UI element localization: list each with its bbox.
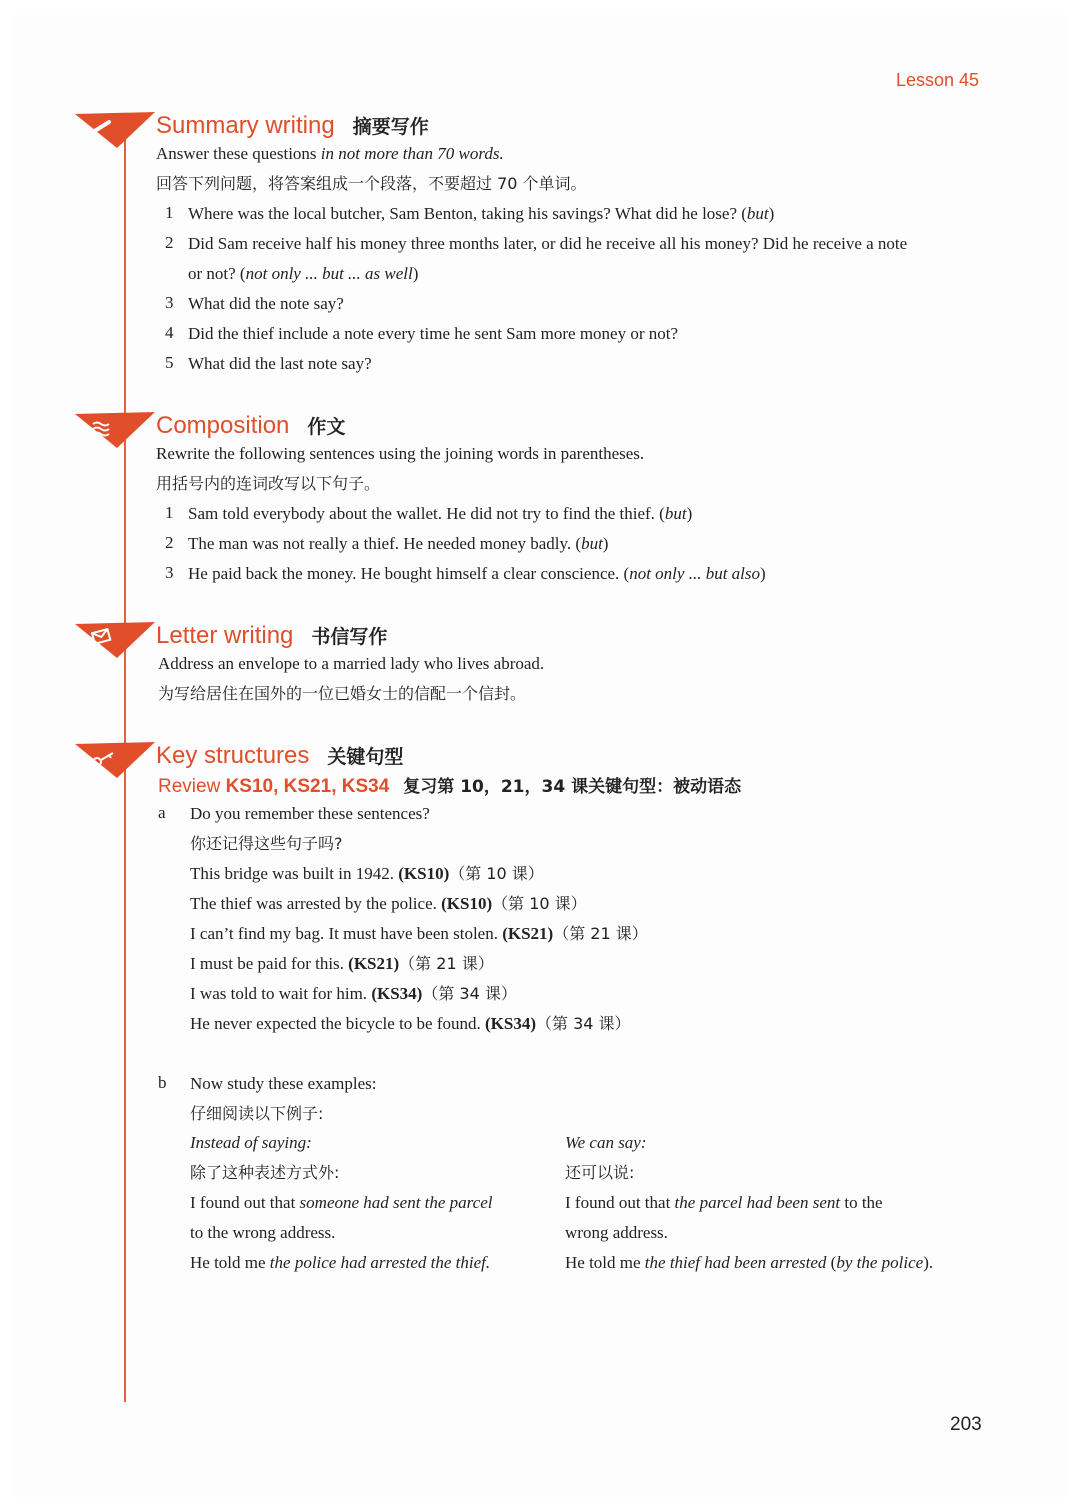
question-number: 5 [165, 353, 174, 372]
question-text: What did the note say? [188, 294, 344, 313]
composition-item [188, 533, 608, 555]
instruction-emphasis: in not more than 70 words. [320, 144, 504, 163]
letter-title: Letter writing [156, 622, 294, 649]
page-number: 203 [950, 1414, 982, 1435]
item-hint: not only ... but also [629, 564, 761, 583]
example-emphasis-2: by the police [836, 1253, 924, 1272]
example-emphasis: the police had arrested the thief. [269, 1253, 491, 1272]
lesson-label: Lesson 45 [896, 70, 980, 90]
sentence-cn: （第 21 课） [553, 924, 648, 943]
sentence-text: I must be paid for this. [190, 954, 349, 973]
sentence-ref: (KS34) [371, 984, 423, 1003]
left-example-2 [190, 1252, 490, 1274]
sentence-ref: (KS10) [441, 894, 493, 913]
item-number: 1 [165, 503, 174, 522]
composition-item [188, 503, 692, 525]
sentence-cn: （第 10 课） [449, 864, 544, 883]
item-body: The man was not really a thief. He needed money badly. ( [188, 534, 582, 553]
sentence-cn: （第 34 课） [422, 984, 517, 1003]
composition-item [188, 563, 766, 585]
item-close: ) [686, 504, 693, 523]
summary-instruction [156, 143, 504, 165]
example-emphasis: someone had sent the parcel [299, 1193, 493, 1212]
question-text [188, 203, 774, 225]
example-text: He told me [565, 1253, 645, 1272]
example-text: I found out that [190, 1193, 300, 1212]
sentence-text: He never expected the bicycle to be found. [190, 1014, 486, 1033]
item-hint: but [664, 504, 687, 523]
left-head-text: Instead of saying: [190, 1133, 312, 1152]
left-column-head [190, 1132, 312, 1154]
question-hint: not only ... but ... as well [245, 264, 413, 283]
question-number: 4 [165, 323, 174, 342]
example-sentence [190, 983, 517, 1005]
sentence-ref: (KS21) [348, 954, 400, 973]
left-example-1-continued: to the wrong address. [190, 1223, 336, 1242]
right-example-2 [565, 1252, 933, 1274]
summary-title: Summary writing [156, 112, 335, 139]
question-number: 3 [165, 293, 174, 312]
letter-instruction-cn: 为写给居住在国外的一位已婚女士的信配一个信封。 [158, 684, 527, 703]
example-text: He told me [190, 1253, 270, 1272]
question-text: Did Sam receive half his money three months later, or did he receive all his money? Did he receive a note [188, 234, 908, 253]
right-head-text: We can say: [565, 1133, 647, 1152]
composition-title: Composition [156, 412, 290, 439]
example-text-end: ). [923, 1253, 934, 1272]
review-prefix: Review [158, 776, 226, 797]
example-sentence [190, 923, 648, 945]
part-b-prompt: Now study these examples: [190, 1074, 377, 1093]
example-text-end: to the [840, 1193, 883, 1212]
section-title-summary [156, 112, 429, 140]
right-example-1-continued: wrong address. [565, 1223, 668, 1242]
item-body: Sam told everybody about the wallet. He did not try to find the thief. ( [188, 504, 665, 523]
review-codes: KS10, KS21, KS34 [225, 776, 390, 797]
composition-marker [75, 412, 155, 450]
example-sentence [190, 1013, 631, 1035]
question-number: 1 [165, 203, 174, 222]
section-title-key [156, 742, 403, 770]
sentence-cn: （第 34 课） [536, 1014, 631, 1033]
composition-instruction: Rewrite the following sentences using the joining words in parentheses. [156, 444, 645, 463]
question-text-continued [188, 263, 418, 285]
sentence-cn: （第 10 课） [492, 894, 587, 913]
sentence-text: The thief was arrested by the police. [190, 894, 442, 913]
summary-title-cn: 摘要写作 [352, 116, 429, 138]
right-column-head [565, 1132, 647, 1154]
composition-title-cn: 作文 [307, 416, 346, 438]
sentence-text: I can’t find my bag. It must have been stolen. [190, 924, 503, 943]
sentence-ref: (KS21) [502, 924, 554, 943]
right-column-head-cn: 还可以说: [565, 1163, 635, 1182]
left-column-head-cn: 除了这种表述方式外: [190, 1163, 340, 1182]
item-body: He paid back the money. He bought himself a clear conscience. ( [188, 564, 630, 583]
part-a-prompt: Do you remember these sentences? [190, 804, 430, 823]
question-number: 2 [165, 233, 174, 252]
letter-title-cn: 书信写作 [311, 626, 388, 648]
section-title-letter [156, 622, 387, 650]
question-text: Did the thief include a note every time he sent Sam more money or not? [188, 324, 679, 343]
example-sentence [190, 953, 494, 975]
letter-marker [75, 622, 155, 660]
question-hint: but [746, 204, 769, 223]
sentence-ref: (KS10) [398, 864, 450, 883]
sentence-cn: （第 21 课） [399, 954, 494, 973]
item-close: ) [760, 564, 766, 583]
sentence-ref: (KS34) [485, 1014, 537, 1033]
example-emphasis: the thief had been arrested [644, 1253, 827, 1272]
example-text: I found out that [565, 1193, 675, 1212]
sentence-text: I was told to wait for him. [190, 984, 372, 1003]
part-a-prompt-cn: 你还记得这些句子吗? [190, 834, 343, 853]
item-number: 3 [165, 563, 174, 582]
part-label: b [158, 1073, 167, 1092]
example-emphasis: the parcel had been sent [674, 1193, 841, 1212]
example-text-mid: ( [826, 1253, 837, 1272]
review-line [158, 772, 741, 798]
question-body: Where was the local butcher, Sam Benton, taking his savings? What did he lose? ( [188, 204, 747, 223]
item-close: ) [602, 534, 609, 553]
key-title-cn: 关键句型 [327, 746, 404, 768]
sentence-text: This bridge was built in 1942. [190, 864, 399, 883]
item-number: 2 [165, 533, 174, 552]
example-sentence [190, 893, 587, 915]
review-cn: 复习第 10，21，34 课关键句型：被动语态 [403, 777, 742, 797]
left-example-1 [190, 1192, 492, 1214]
example-sentence [190, 863, 544, 885]
part-b-prompt-cn: 仔细阅读以下例子: [190, 1104, 324, 1123]
question-close: ) [412, 264, 419, 283]
question-text: What did the last note say? [188, 354, 372, 373]
part-label: a [158, 803, 166, 822]
item-hint: but [581, 534, 603, 553]
section-title-composition [156, 412, 345, 440]
question-body: or not? ( [188, 264, 246, 283]
letter-instruction: Address an envelope to a married lady who lives abroad. [158, 654, 545, 673]
summary-marker [75, 112, 155, 150]
question-close: ) [768, 204, 775, 223]
key-title: Key structures [156, 742, 310, 769]
instruction-text: Answer these questions [156, 144, 321, 163]
summary-instruction-cn: 回答下列问题，将答案组成一个段落，不要超过 70 个单词。 [156, 174, 587, 193]
composition-instruction-cn: 用括号内的连词改写以下句子。 [156, 474, 381, 493]
key-marker [75, 742, 155, 780]
right-example-1 [565, 1192, 883, 1214]
